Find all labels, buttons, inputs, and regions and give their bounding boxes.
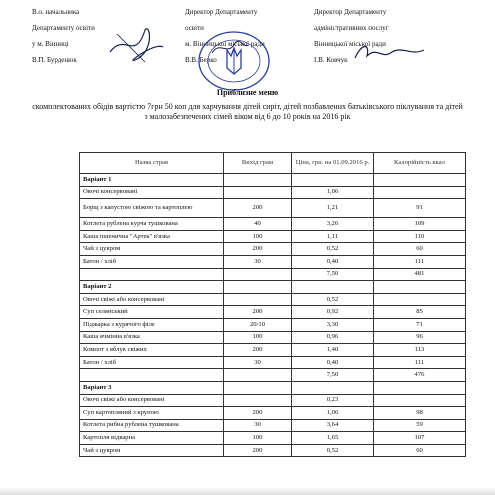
total-row [80, 268, 466, 281]
table-row [80, 199, 466, 218]
portion: 100 [224, 331, 292, 344]
total-price: 7,50 [292, 369, 374, 382]
calories: 111 [374, 255, 466, 268]
calories: 113 [374, 344, 466, 357]
approval-center-line: освіти [185, 24, 204, 32]
table-row [80, 186, 466, 199]
calories: 96 [374, 331, 466, 344]
header-calories: Калорійність ккал [374, 153, 466, 174]
header-price: Ціна, грн. на 01.09.2016 р. [292, 153, 374, 174]
portion [224, 293, 292, 306]
dish-name: Картопля відварна [80, 432, 224, 445]
table-row [80, 218, 466, 231]
portion: 40 [224, 218, 292, 231]
table-row [80, 394, 466, 407]
approval-left-line: Департаменту освіти [32, 24, 95, 32]
price: 0,52 [292, 243, 374, 256]
dish-name: Овочі консервовані [80, 186, 224, 199]
portion: 20/10 [224, 318, 292, 331]
total-calories: 481 [374, 268, 466, 281]
table-row [80, 243, 466, 256]
header-dish-name: Назва страв [80, 153, 224, 174]
dish-name: Піджарка з курячого філе [80, 318, 224, 331]
approval-right-line: І.В. Ковчук [314, 56, 348, 64]
calories: 111 [374, 356, 466, 369]
price: 0,40 [292, 356, 374, 369]
calories: 71 [374, 318, 466, 331]
approval-left-line: В.о. начальника [32, 8, 80, 16]
approval-right-line: адміністративних послуг [314, 24, 389, 32]
calories: 110 [374, 230, 466, 243]
calories [374, 293, 466, 306]
approval-right-line: Вінницької міської ради [314, 40, 386, 48]
table-row [80, 306, 466, 319]
portion [224, 186, 292, 199]
document-title [30, 88, 465, 122]
table-row [80, 432, 466, 445]
price: 3,30 [292, 318, 374, 331]
calories: 109 [374, 218, 466, 231]
variant-3-heading-row [80, 381, 466, 394]
price: 1,65 [292, 432, 374, 445]
dish-name [80, 369, 224, 382]
approval-left-line: В.П. Бурденюк [32, 56, 77, 64]
dish-name: Батон / хліб [80, 255, 224, 268]
table-row [80, 407, 466, 420]
variant-title: Варіант 1 [80, 174, 224, 187]
page-edge [0, 487, 495, 495]
table-row [80, 318, 466, 331]
dish-name: Котлета рублена курча тушкована [80, 218, 224, 231]
portion: 200 [224, 199, 292, 218]
price: 0,52 [292, 444, 374, 457]
variant-title: Варіант 2 [80, 281, 224, 294]
portion: 30 [224, 419, 292, 432]
calories: 98 [374, 407, 466, 420]
dish-name: Борщ з капустою свіжою та картоплею [80, 199, 224, 218]
dish-name: Компот з яблук свіжих [80, 344, 224, 357]
table-row [80, 344, 466, 357]
portion: 30 [224, 356, 292, 369]
dish-name: Овочі свіжі або консервовані [80, 293, 224, 306]
table-row [80, 444, 466, 457]
variant-2-heading-row [80, 281, 466, 294]
table-header-row [80, 153, 466, 174]
calories: 91 [374, 199, 466, 218]
signature-left-icon [105, 22, 165, 67]
portion: 30 [224, 255, 292, 268]
portion: 200 [224, 243, 292, 256]
price: 1,40 [292, 344, 374, 357]
portion: 100 [224, 230, 292, 243]
price: 3,64 [292, 419, 374, 432]
dish-name [80, 268, 224, 281]
dish-name: Каша пшенична "Артек" в'язка [80, 230, 224, 243]
table-row [80, 419, 466, 432]
dish-name: Овочі свіжі або консервовані [80, 394, 224, 407]
dish-name: Суп картопляний з крупою [80, 407, 224, 420]
price: 0,52 [292, 293, 374, 306]
table-row [80, 356, 466, 369]
dish-name: Котлета рибна рублена тушкована [80, 419, 224, 432]
dish-name: Чай з цукром [80, 444, 224, 457]
calories: 85 [374, 306, 466, 319]
variant-1-heading-row [80, 174, 466, 187]
portion: 200 [224, 444, 292, 457]
signature-right-icon [352, 38, 427, 68]
price: 0,92 [292, 306, 374, 319]
approval-left-line: у м. Вінниці [32, 40, 69, 48]
portion: 200 [224, 306, 292, 319]
price: 1,21 [292, 199, 374, 218]
portion: 200 [224, 344, 292, 357]
total-calories: 476 [374, 369, 466, 382]
header-portion: Вихід грам [224, 153, 292, 174]
approval-center-line: В.В. Берко [185, 56, 217, 64]
portion [224, 394, 292, 407]
dish-name: Суп селянський [80, 306, 224, 319]
price: 1,11 [292, 230, 374, 243]
table-row [80, 230, 466, 243]
price: 0,96 [292, 331, 374, 344]
calories: 59 [374, 419, 466, 432]
calories [374, 186, 466, 199]
menu-heading: Приблизне меню [216, 88, 279, 97]
calories: 107 [374, 432, 466, 445]
portion: 200 [224, 407, 292, 420]
variant-title: Варіант 3 [80, 381, 224, 394]
approval-right-line: Директор Департаменту [314, 8, 387, 16]
approval-center-line: м. Вінницької міської ради [185, 40, 265, 48]
calories: 60 [374, 243, 466, 256]
total-row [80, 369, 466, 382]
table-row [80, 331, 466, 344]
portion [224, 268, 292, 281]
table-row [80, 255, 466, 268]
price: 0,40 [292, 255, 374, 268]
price: 0,23 [292, 394, 374, 407]
price: 1,06 [292, 407, 374, 420]
total-price: 7,50 [292, 268, 374, 281]
approval-left [32, 4, 95, 68]
table-row [80, 293, 466, 306]
official-stamp-icon [196, 30, 272, 92]
dish-name: Чай з цукром [80, 243, 224, 256]
approval-center-line: Директор Департаменту [185, 8, 258, 16]
calories: 60 [374, 444, 466, 457]
dish-name: Батон / хліб [80, 356, 224, 369]
price: 3,26 [292, 218, 374, 231]
dish-name: Каша ячмінна в'язка [80, 331, 224, 344]
calories [374, 394, 466, 407]
portion: 100 [224, 432, 292, 445]
portion [224, 369, 292, 382]
price: 1,06 [292, 186, 374, 199]
menu-description: скомплектованих обідів вартістю 7грн 50 коп для харчування дітей сиріт, дітей позбавлених батьківського піклування та дітей з малозабезпечених сімей віком від 6 до 10 років на 2016 рік [32, 102, 463, 121]
menu-table [79, 152, 466, 457]
